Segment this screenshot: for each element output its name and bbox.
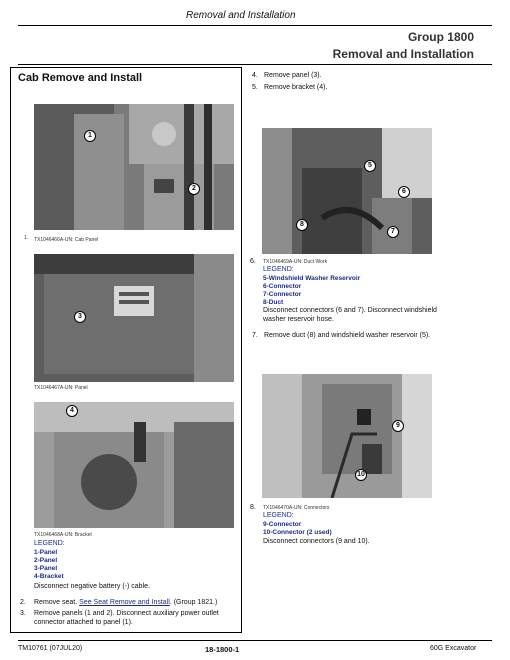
legend-item-connector-9: 9-Connector [263, 521, 302, 528]
footer-rule [18, 640, 492, 641]
running-title: Removal and Installation [186, 10, 296, 21]
step-8-number: 8. [250, 504, 256, 511]
figure-2-caption: TX1046467A-UN: Panel [34, 385, 88, 391]
step-5-text: Remove bracket (4). [264, 84, 328, 91]
step-1-number: 1. [24, 235, 29, 241]
legend-title-duct: LEGEND: [263, 266, 294, 273]
callout-8: 8 [296, 219, 308, 231]
step-5-number: 5. [252, 84, 258, 91]
step-2-pre: Remove seat. [34, 599, 78, 606]
legend-item-duct-8: 8-Duct [263, 299, 284, 306]
step-6-number: 6. [250, 258, 256, 265]
photo-cab-panel [34, 104, 234, 230]
figure-5-caption: TX1046470A-UN: Connectors [263, 505, 330, 511]
footer-manual-id: TM10761 (07JUL20) [18, 645, 83, 652]
legend-item-reservoir-5: 5-Windshield Washer Reservoir [263, 275, 361, 282]
photo-panel [34, 254, 234, 382]
callout-10: 10 [355, 469, 367, 481]
legend-title-connectors: LEGEND: [263, 512, 294, 519]
step-4-number: 4. [252, 72, 258, 79]
callout-1: 1 [84, 130, 96, 142]
step-2-number: 2. [20, 599, 26, 606]
seat-remove-link[interactable]: See Seat Remove and Install [79, 599, 170, 606]
section-title: Removal and Installation [332, 47, 474, 61]
callout-5: 5 [364, 160, 376, 172]
step-2-post: . (Group 1821.) [169, 599, 218, 606]
step-3-line-1: Remove panels (1 and 2). Disconnect auxiliary power outlet [34, 610, 219, 617]
figure-3-caption: TX1046468A-UN: Bracket [34, 532, 92, 538]
title-rule [18, 64, 492, 65]
legend-item-connector-10: 10-Connector (2 used) [263, 529, 332, 536]
step-6-line-2: washer reservoir hose. [263, 316, 334, 323]
legend-item-connector-6: 6-Connector [263, 283, 302, 290]
step-8-text: Disconnect connectors (9 and 10). [263, 538, 370, 545]
figure-1-caption: TX1046466A-UN: Cab Panel [34, 237, 99, 243]
legend-item-panel-1: 1-Panel [34, 549, 58, 556]
callout-2: 2 [188, 183, 200, 195]
footer-page-number: 18-1800-1 [205, 645, 240, 654]
callout-6: 6 [398, 186, 410, 198]
step-3-line-2: connector attached to panel (1). [34, 619, 133, 626]
legend-item-connector-7: 7-Connector [263, 291, 302, 298]
step-1-text: Disconnect negative battery (-) cable. [34, 583, 150, 590]
footer-machine: 60G Excavator [430, 645, 477, 652]
group-title: Group 1800 [407, 30, 474, 44]
step-4-text: Remove panel (3). [264, 72, 322, 79]
legend-item-panel-3: 3-Panel [34, 565, 58, 572]
callout-9: 9 [392, 420, 404, 432]
legend-title-left: LEGEND: [34, 540, 65, 547]
step-7-number: 7. [252, 332, 258, 339]
figure-4-caption: TX1046469A-UN: Duct Work [263, 259, 328, 265]
step-2-text [34, 598, 217, 607]
header-rule [18, 25, 492, 26]
callout-4: 4 [66, 405, 78, 417]
legend-item-panel-2: 2-Panel [34, 557, 58, 564]
callout-3: 3 [74, 311, 86, 323]
step-7-text: Remove duct (8) and windshield washer reservoir (5). [264, 332, 431, 339]
callout-7: 7 [387, 226, 399, 238]
procedure-title: Cab Remove and Install [18, 72, 143, 84]
step-6-line-1: Disconnect connectors (6 and 7). Disconnect windshield [263, 307, 437, 314]
step-3-number: 3. [20, 610, 26, 617]
legend-item-bracket-4: 4-Bracket [34, 573, 64, 580]
photo-connectors [262, 374, 432, 498]
photo-bracket [34, 402, 234, 528]
